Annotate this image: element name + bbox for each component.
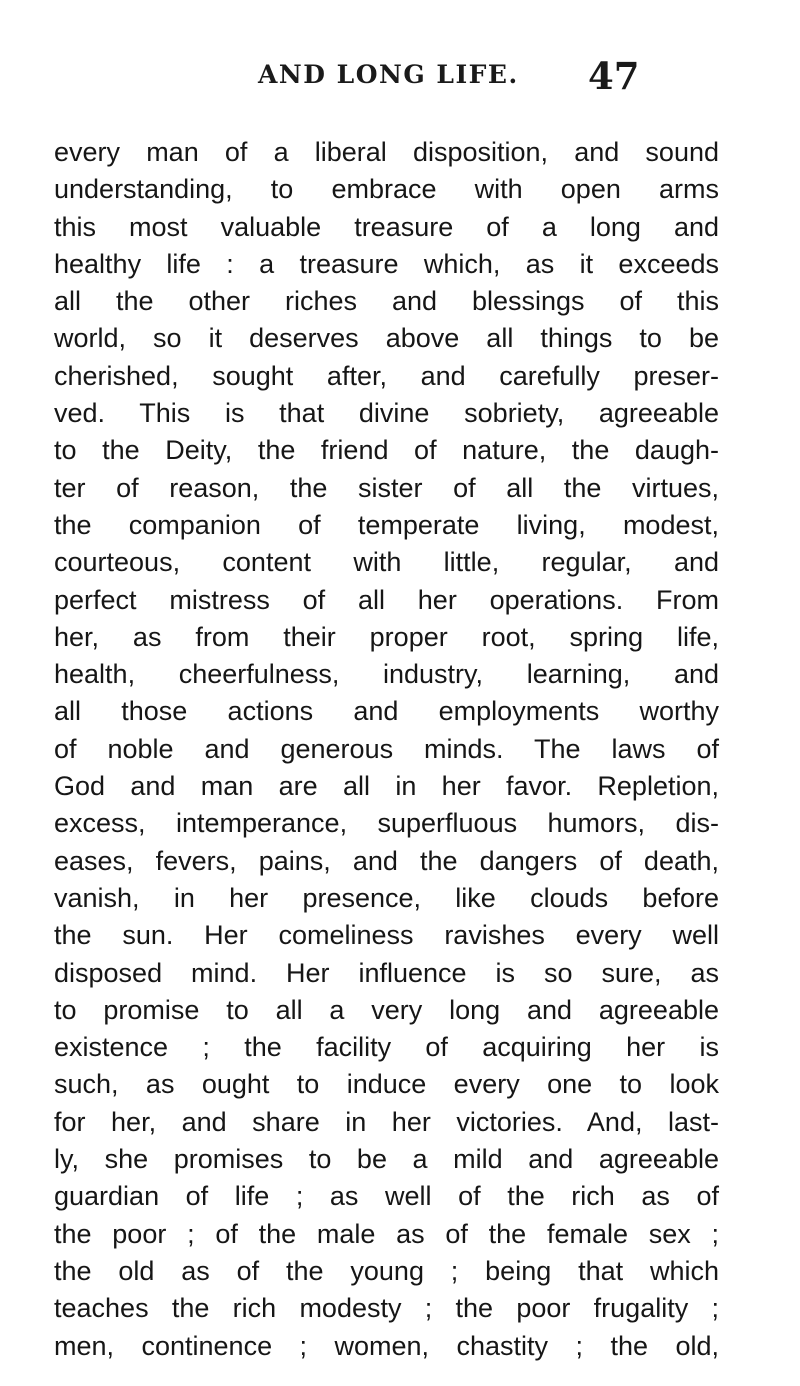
text-line: teaches the rich modesty ; the poor frugality ;: [54, 1293, 719, 1324]
text-line: men, continence ; women, chastity ; the old,: [54, 1330, 719, 1361]
text-line: to the Deity, the friend of nature, the daugh-: [54, 435, 719, 466]
text-line: all the other riches and blessings of this: [54, 286, 719, 317]
text-line: the poor ; of the male as of the female sex ;: [54, 1218, 719, 1249]
text-line: all those actions and employments worthy: [54, 696, 719, 727]
text-line: every man of a liberal disposition, and sound: [54, 137, 719, 167]
text-line: such, as ought to induce every one to look: [54, 1069, 719, 1100]
text-line: world, so it deserves above all things to be: [54, 323, 719, 354]
text-line: guardian of life ; as well of the rich as of: [54, 1181, 719, 1212]
text-line: existence ; the facility of acquiring her is: [54, 1032, 719, 1063]
text-line: of noble and generous minds. The laws of: [54, 733, 719, 764]
text-line: disposed mind. Her influence is so sure, as: [54, 957, 719, 988]
text-line: health, cheerfulness, industry, learning, and: [54, 659, 719, 690]
text-line: the old as of the young ; being that which: [54, 1255, 719, 1286]
text-line: God and man are all in her favor. Repletion,: [54, 771, 719, 802]
text-line: ter of reason, the sister of all the virtues,: [54, 472, 719, 503]
text-line: healthy life : a treasure which, as it exceeds: [54, 248, 719, 279]
text-line: cherished, sought after, and carefully preser-: [54, 360, 719, 391]
text-line: for her, and share in her victories. And, last-: [54, 1106, 719, 1137]
text-line: excess, intemperance, superfluous humors, dis-: [54, 808, 719, 839]
text-line: to promise to all a very long and agreeable: [54, 994, 719, 1025]
text-line: ly, she promises to be a mild and agreeable: [54, 1144, 719, 1175]
running-title: AND LONG LIFE.: [258, 60, 519, 89]
text-line: her, as from their proper root, spring life,: [54, 621, 719, 652]
page-number: 47: [588, 54, 640, 98]
text-line: courteous, content with little, regular, and: [54, 547, 719, 578]
text-line: the companion of temperate living, modest,: [54, 509, 719, 540]
text-line: ved. This is that divine sobriety, agreeable: [54, 398, 719, 429]
text-line: understanding, to embrace with open arms: [54, 174, 719, 205]
text-line: vanish, in her presence, like clouds before: [54, 882, 719, 913]
running-head: [0, 54, 800, 100]
text-line: the sun. Her comeliness ravishes every well: [54, 920, 719, 951]
text-line: eases, fevers, pains, and the dangers of death,: [54, 845, 719, 876]
text-line: this most valuable treasure of a long and: [54, 211, 719, 242]
text-line: perfect mistress of all her operations. From: [54, 584, 719, 615]
body-text: [54, 134, 719, 1365]
